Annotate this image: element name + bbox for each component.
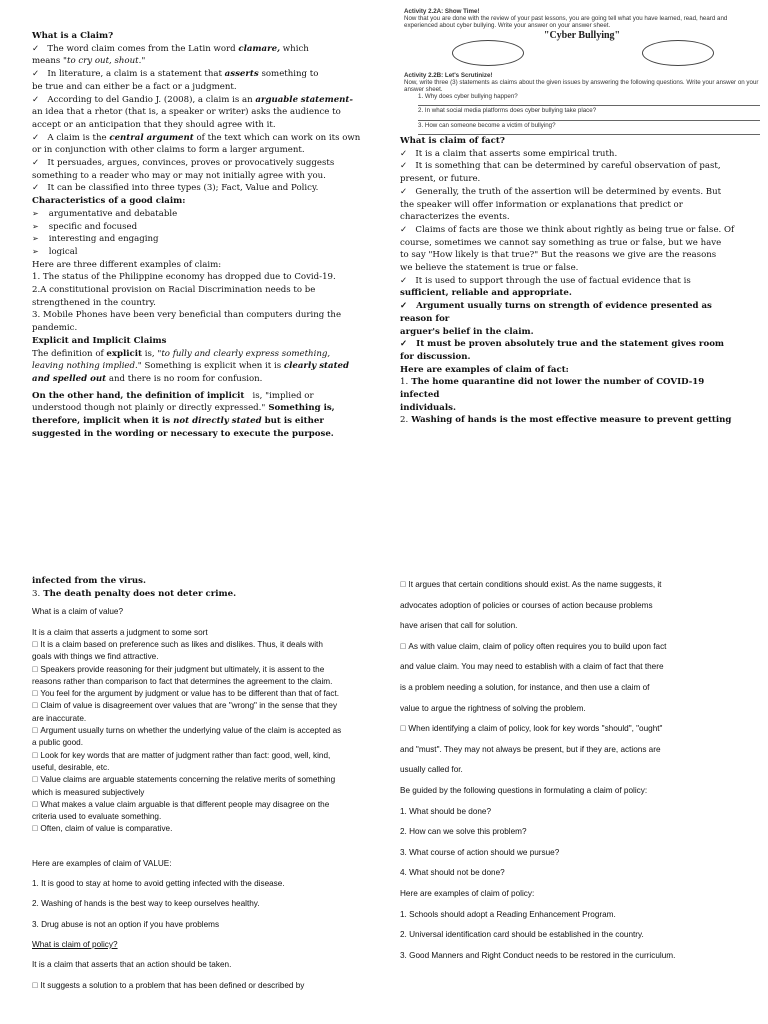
fact-bullet-cont: we believe the statement is true or false. (400, 263, 579, 274)
value-example-1: 1. It is good to stay at home to avoid getting infected with the disease. (32, 879, 285, 889)
characteristic-item: ➢ specific and focused (32, 221, 362, 234)
characteristic-item: ➢ argumentative and debatable (32, 208, 362, 221)
fact-bullet-cont: to say "How likely is that true?" But the reasons we give are the reasons (400, 250, 717, 261)
value-bullet: 􏰀 Argument usually turns on whether the underlying value of the claim is accepted as a public good. (32, 726, 344, 748)
claim-bullet-4: ✓ A claim is the central argument of the text which can work on its own or in conjunction with other claims to form a larger argument. (32, 132, 364, 156)
value-bullet: 􏰀 Often, claim of value is comparative. (32, 824, 173, 834)
value-bullet: 􏰀 Value claims are arguable statements concerning the relative merits of something which is measured subjectively (32, 775, 338, 797)
policy-text: value to argue the rightness of solving the problem. (400, 703, 586, 713)
section-title-claim: What is a Claim? (32, 31, 114, 41)
policy-text: 􏰀 When identifying a claim of policy, look for key words "should", "ought" (400, 724, 663, 734)
answer-line (418, 120, 760, 121)
fact-bullet-cont: arguer's belief in the claim. (400, 326, 534, 337)
claim-bullet-3: ✓ According to del Gandio J. (2008), a claim is an arguable statement- an idea that a rhetor (that is, a speaker or writer) asks the audience to (32, 94, 356, 118)
activity-a-text: Now that you are done with the review of your past lessons, you are going tell what you have learned, read, heard and experienced about cyber bullying. Write your answer on your answer sheet. (404, 15, 728, 30)
fact-bullet-cont: course, sometimes we cannot say something as true or false, but we have (400, 237, 722, 248)
policy-example: 1. Schools should adopt a Reading Enhancement Program. (400, 909, 616, 919)
policy-text: advocates adoption of policies or courses of action because problems (400, 600, 653, 610)
fact-bullet: ✓ Generally, the truth of the assertion will be determined by events. But (400, 186, 722, 197)
policy-question: 4. What should not be done? (400, 868, 505, 878)
fact-example-2: 2. Washing of hands is the most effective measure to prevent getting (400, 415, 732, 426)
value-examples-title: Here are examples of claim of VALUE: (32, 858, 172, 868)
policy-bullet: 􏰀 It suggests a solution to a problem that has been defined or described by (32, 980, 305, 990)
claim-bullet-5: ✓ It persuades, argues, convinces, proves or provocatively suggests something to a reader who may or may not initially agree with you. (32, 158, 338, 181)
answer-line (418, 105, 760, 106)
implicit-definition: On the other hand, the definition of implicit is, "implied or understood though not plainly or directly expressed." Something is, therefore, implicit when it is not directly stated but is either suggested in the wording or necessary to execute the purpose. (32, 390, 338, 439)
left-bottom-column (32, 575, 342, 992)
value-bullet: 􏰀 Claim of value is disagreement over values that are "wrong" in the sense that they are inaccurate. (32, 701, 340, 723)
policy-question: 1. What should be done? (400, 806, 492, 816)
fact-bullet-cont: present, or future. (400, 174, 481, 185)
activity-question-2: 2. In what social media platforms does cyber bullying take place? (418, 107, 597, 115)
fact-example-2-cont: infected from the virus. (32, 576, 146, 586)
fact-bullet: ✓ It must be proven absolutely true and the statement gives room for discussion. (400, 339, 728, 362)
example-1: 1. The status of the Philippine economy has dropped due to Covid-19. (32, 272, 336, 283)
activity-questions (404, 93, 760, 135)
value-bullet: 􏰀 Speakers provide reasoning for their judgment but ultimately, it is assent to the reasons rather than comparison to fact that determines the agreement to the claim. (32, 664, 333, 686)
explicit-definition: The definition of explicit is, "to fully and clearly express something, leaving nothing implied." Something is explicit when it is clearly stated and spelled out and there is no room for confusion. (32, 348, 353, 384)
claim-bullet-3-cont: accept or an anticipation that they should agree with it. (32, 119, 276, 130)
value-bullet: 􏰀 What makes a value claim arguable is that different people may disagree on the criteria used to evaluate something. (32, 799, 332, 822)
value-example-2: 2. Washing of hands is the best way to keep ourselves healthy. (32, 899, 260, 909)
cloud-shape-left (452, 40, 524, 66)
activity-b-title: Activity 2.2B: Let's Scrutinize! (404, 71, 493, 79)
fact-examples-title: Here are examples of claim of fact: (400, 364, 569, 375)
policy-text: have arisen that call for solution. (400, 621, 518, 631)
fact-bullet: ✓ Claims of facts are those we think about rightly as being true or false. Of (400, 224, 735, 235)
example-2: 2.A constitutional provision on Racial Discrimination needs to be strengthened in the country. (32, 285, 319, 308)
claim-bullet-6: ✓ It can be classified into three types (3); Fact, Value and Policy. (32, 183, 319, 194)
fact-bullet: ✓ It is something that can be determined by careful observation of past, (400, 161, 721, 172)
fact-bullet-cont: the speaker will offer information or explanations that predict or characterizes the events. (400, 199, 686, 223)
policy-text: and value claim. You may need to establish with a claim of fact that there (400, 662, 664, 672)
activity-panel (404, 8, 760, 132)
value-definition: It is a claim that asserts a judgment to some sort (32, 627, 208, 637)
claim-bullet-1: ✓ The word claim comes from the Latin word clamare, which (32, 43, 309, 54)
activity-question-1: 1. Why does cyber bullying happen? (418, 93, 518, 101)
policy-text: is a problem needing a solution, for instance, and then use a claim of (400, 682, 650, 692)
fact-bullet-cont: sufficient, reliable and appropriate. (400, 288, 572, 299)
examples-intro: Here are three different examples of claim: (32, 259, 222, 270)
cloud-label: "Cyber Bullying" (543, 29, 621, 41)
example-3: 3. Mobile Phones have been very beneficial than computers during the pandemic. (32, 310, 344, 334)
policy-definition: It is a claim that asserts that an action should be taken. (32, 960, 232, 970)
policy-text: 􏰀 It argues that certain conditions should exist. As the name suggests, it (400, 580, 662, 589)
fact-example-3: 3. The death penalty does not deter crime. (32, 588, 237, 599)
value-bullet: 􏰀 It is a claim based on preference such as likes and dislikes. Thus, it deals with goals with things we find attractive. (32, 640, 326, 662)
cloud-diagram (404, 30, 760, 72)
fact-example-1-cont: individuals. (400, 402, 456, 413)
claim-bullet-2: ✓ In literature, a claim is a statement that asserts something to (32, 69, 319, 80)
activity-b-text: Now, write three (3) statements as claims about the given issues by answering the following questions. Write your answer on your answer sheet. (404, 78, 759, 94)
cloud-shape-right (642, 40, 714, 66)
left-top-column (32, 30, 362, 441)
right-top-column (400, 135, 736, 427)
characteristics-title: Characteristics of a good claim: (32, 196, 186, 207)
activity-a-title: Activity 2.2A: Show Time! (404, 8, 480, 15)
characteristic-item: ➢ interesting and engaging (32, 233, 362, 246)
claim-bullet-1-cont: means "to cry out, shout." (32, 56, 146, 67)
fact-example-1: 1. The home quarantine did not lower the number of COVID-19 infected (400, 377, 708, 401)
value-bullet: 􏰀 You feel for the argument by judgment or value has to be different than that of fact. (32, 689, 339, 699)
explicit-implicit-title: Explicit and Implicit Claims (32, 335, 167, 346)
policy-text: and "must". They may not always be present, but if they are, actions are (400, 744, 661, 754)
policy-text: usually called for. (400, 765, 463, 775)
fact-bullet: ✓ It is used to support through the use of factual evidence that is (400, 275, 691, 286)
policy-text: 􏰀 As with value claim, claim of policy often requires you to build upon fact (400, 641, 667, 651)
claim-bullet-2-cont: be true and can either be a fact or a judgment. (32, 81, 237, 92)
section-title-policy: What is claim of policy? (32, 939, 118, 949)
fact-bullet: ✓ It is a claim that asserts some empirical truth. (400, 148, 618, 159)
characteristic-item: ➢ logical (32, 246, 362, 259)
section-title-value: What is a claim of value? (32, 607, 124, 617)
value-example-3: 3. Drug abuse is not an option if you have problems (32, 919, 220, 929)
right-bottom-column (400, 575, 740, 966)
policy-examples-title: Here are examples of claim of policy: (400, 888, 535, 898)
activity-question-3: 3. How can someone become a victim of bullying? (418, 121, 556, 129)
policy-question: 2. How can we solve this problem? (400, 827, 527, 837)
section-title-fact: What is claim of fact? (400, 136, 505, 146)
policy-guide: Be guided by the following questions in formulating a claim of policy: (400, 785, 648, 795)
value-bullet: 􏰀 Look for key words that are matter of judgment rather than fact: good, well, kind, useful, desirable, etc. (32, 750, 333, 772)
policy-example: 3. Good Manners and Right Conduct needs to be restored in the curriculum. (400, 950, 676, 960)
policy-example: 2. Universal identification card should be established in the country. (400, 930, 644, 940)
fact-bullet: ✓ Argument usually turns on strength of evidence presented as reason for (400, 301, 715, 324)
policy-question: 3. What course of action should we pursue? (400, 847, 560, 857)
